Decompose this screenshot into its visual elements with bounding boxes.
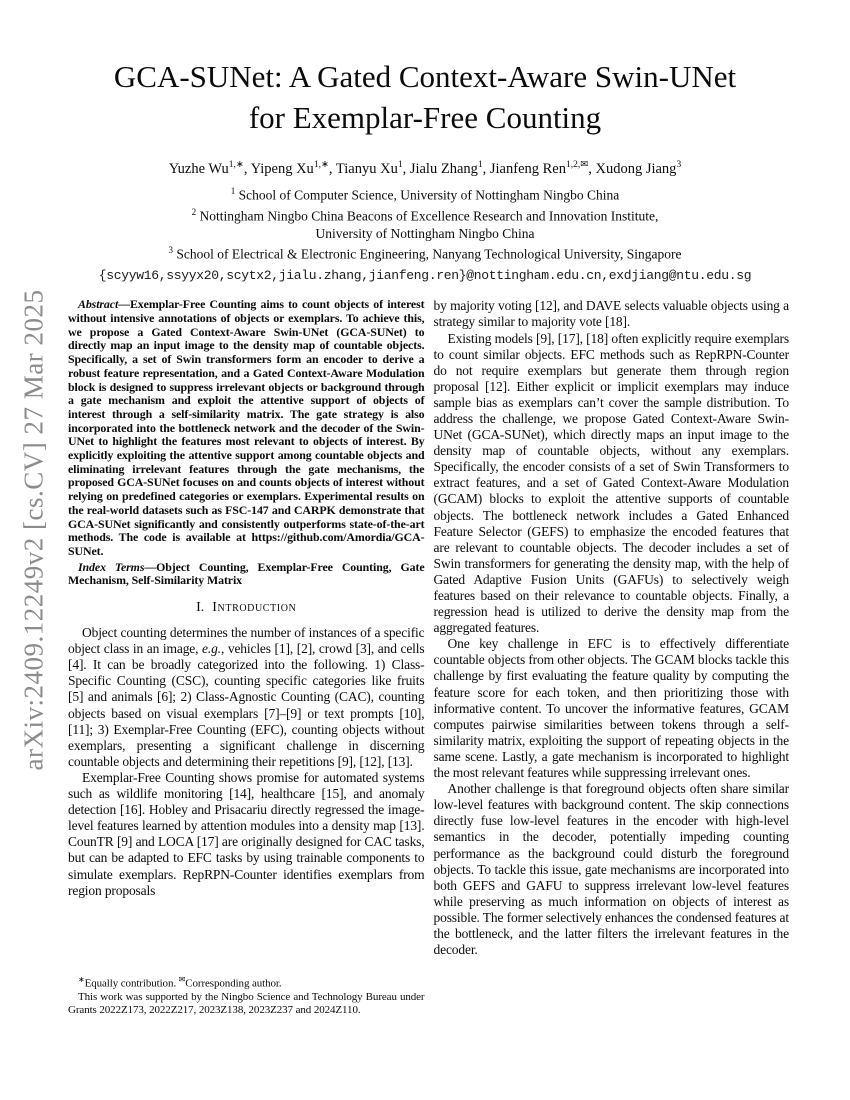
author-5-superscript: 1,2,✉ [566,160,589,170]
footnotes [68,968,425,1016]
author-separator: , [588,160,596,177]
author-separator: , [482,160,490,177]
paper-title-line1: GCA-SUNet: A Gated Context-Aware Swin-UNet [113,59,737,94]
author-1 [169,161,251,177]
footnote-equal-contribution: Equally contribution. [84,977,179,990]
author-5-name: Jianfeng Ren [489,160,566,177]
author-4 [410,161,490,177]
affiliation-3-text: School of Electrical & Electronic Engineering, Nanyang Technological University, Singapore [172,246,682,262]
footnote-funding: This work was supported by the Ningbo Science and Technology Bureau under Grants 2022Z173, 2022Z217, 2023Z138, 2023Z237 and 2024Z110. [68,990,425,1016]
intro-paragraph-1-emphasis: e.g. [202,641,221,657]
paper-title-line2: for Exemplar-Free Counting [248,100,602,135]
index-terms-label: Index Terms [78,559,145,574]
author-2 [251,161,336,177]
author-separator: , [243,160,251,177]
author-4-superscript: 1 [477,160,483,170]
author-2-name: Yipeng Xu [250,160,314,177]
author-2-superscript: 1,∗ [313,160,329,170]
footnote-authorship [68,974,425,990]
section-number: I. [196,600,205,616]
author-6 [595,161,681,177]
intro-paragraph-1-text-a: Object counting determines the number of instances of a specific object class in an image, [68,625,425,657]
section-heading-introduction [68,600,425,616]
affiliation-1 [0,183,850,204]
author-1-name: Yuzhe Wu [168,160,229,177]
left-column [68,298,425,1016]
two-column-body [68,298,789,1016]
section-title: Introduction [212,600,297,616]
affiliation-2-continuation [0,225,850,243]
intro-paragraph-1 [68,625,425,770]
right-paragraph-2: Existing models [9], [17], [18] often explicitly require exemplars to count similar objects. EFC methods such as RepRPN-Counter do not require exemplars but generate them through region proposal [12]. Either explicit or implicit exemplars may induce sample bias as exemplars can’t cover the sample distribution. To address the challenge, we propose Gated Context-Aware Swin-UNet (GCA-SUNet), which directly maps an input image to the density map of countable objects, without any exemplars. Specifically, the encoder consists of a set of Swin Transformers to extract features, and a set of Gated Context-Aware Modulation (GCAM) blocks to exploit the attentive supports of countable objects. The bottleneck network includes a Gated Enhanced Feature Selector (GEFS) to emphasize the encoded features that are relevant to countable objects. The decoder includes a set of Swin transformers for generating the density map, with the help of Gated Adaptive Fusion Units (GAFUs) to selectively weigh features based on their relevance to countable objects. Finally, a regression head is utilized to derive the density map from the aggregated features. [433,330,789,636]
affiliation-2 [0,204,850,225]
paper-header [0,0,850,283]
affiliation-2-number: 2 [191,206,197,217]
author-6-superscript: 3 [676,160,682,170]
author-6-name: Xudong Jiang [595,160,677,177]
affiliation-3-number: 3 [168,245,173,256]
affiliation-2-text: Nottingham Ningbo China Beacons of Excellence Research and Innovation Institute, [196,208,659,224]
author-3-name: Tianyu Xu [335,160,398,177]
index-terms-text: —Object Counting, Exemplar-Free Counting, Gate Mechanism, Self-Similarity Matrix [68,559,425,588]
author-3-superscript: 1 [397,160,403,170]
author-4-name: Jialu Zhang [409,160,478,177]
paper-title [60,56,790,138]
intro-paragraph-1-text-b: , vehicles [1], [2], crowd [3], and cells [4]. It can be broadly categorized into the following. 1) Class-Specific Counting (CSC), counting specific categories like fruits [5] and animals [6]; 2) Class-Agnostic Counting (CAC), counting objects based on visual exemplars [7]–[9] or text prompts [10], [11]; 3) Exemplar-Free Counting (EFC), counting objects without exemplars, presenting a significant challenge in discerning countable objects and determining their repetitions [9], [12], [13]. [68,641,425,769]
right-paragraph-3: One key challenge in EFC is to effectively differentiate countable objects from other objects. The GCAM blocks tackle this challenge by first evaluating the feature quality by computing the feature score for each token, and then prioritizing those with informative content. To uncover the informative features, GCAM computes pairwise similarities between tokens through a self-similarity matrix, exploiting the support of repeating objects in the same scene. Lastly, a gate mechanism is incorporated to highlight the most relevant features while suppressing irrelevant ones. [433,636,789,781]
abstract-text: —Exemplar-Free Counting aims to count objects of interest without intensive annotations of objects or exemplars. To achieve this, we propose a Gated Context-Aware Swin-UNet (GCA-SUNet) to directly map an input image to the density map of countable objects. Specifically, a set of Swin transformers form an encoder to derive a robust feature representation, and a Gated Context-Aware Modulation block is designed to suppress irrelevant objects or background through a gate mechanism and exploit the attentive support of objects of interest through a self-similarity matrix. The gate strategy is also incorporated into the bottleneck network and the decoder of the Swin-UNet to highlight the features most relevant to objects of interest. By explicitly exploiting the attentive support among countable objects and eliminating irrelevant features through the gate mechanisms, the proposed GCA-SUNet focuses on and counts objects of interest without relying on predefined categories or exemplars. Experimental results on the real-world datasets such as FSC-147 and CARPK demonstrate that GCA-SUNet significantly and consistently outperforms state-of-the-art methods. The code is available at https://github.com/Amordia/GCA-SUNet. [68,298,425,558]
envelope-marker-icon: ✉ [178,975,186,985]
author-separator: , [328,160,336,177]
affiliation-3 [0,242,850,263]
index-terms-paragraph [68,561,425,588]
abstract-label: Abstract [78,298,119,312]
author-line [0,159,850,178]
affiliation-1-number: 1 [230,185,236,196]
author-1-superscript: 1,∗ [228,160,244,170]
intro-paragraph-2: Exemplar-Free Counting shows promise for automated systems such as wildlife monitoring [14], healthcare [15], and anomaly detection [16]. Hobley and Prisacariu directly regressed the image-level features learned by attention modules into a density map [13]. CounTR [9] and LOCA [17] are originally designed for CAC tasks, but can be adapted to EFC tasks by using trainable components to simulate exemplars. RepRPN-Counter identifies exemplars from region proposals [68,769,425,898]
author-5 [490,161,596,177]
asterisk-marker: ∗ [78,975,85,985]
affiliations [0,183,850,264]
author-3 [336,161,410,177]
right-column [434,298,790,1016]
right-paragraph-4: Another challenge is that foreground objects often share similar low-level features with background content. The skip connections directly fuse low-level features in the encoder with high-level semantics in the decoder, potentially impeding counting performance as the background could disturb the foreground objects. To tackle this issue, gate mechanisms are incorporated into both GEFS and GAFU to suppress irrelevant low-level features while preserving as much information on objects of interest as possible. The former selectively enhances the condensed features at the bottleneck, and the latter filters the irrelevant features in the decoder. [433,781,789,958]
author-separator: , [402,160,410,177]
footnote-corresponding-author: Corresponding author. [185,977,282,990]
right-paragraph-1: by majority voting [12], and DAVE selects valuable objects using a strategy similar to majority vote [18]. [433,298,789,330]
affiliation-2-continuation-text: University of Nottingham Ningbo China [315,225,535,241]
arxiv-watermark: arXiv:2409.12249v2 [cs.CV] 27 Mar 2025 [18,289,49,771]
abstract-paragraph [68,298,425,558]
author-emails: {scyyw16,ssyyx20,scytx2,jialu.zhang,jianfeng.ren}@nottingham.edu.cn,exdjiang@ntu.edu.sg [98,268,752,284]
affiliation-1-text: School of Computer Science, University of Nottingham Ningbo China [235,187,620,203]
